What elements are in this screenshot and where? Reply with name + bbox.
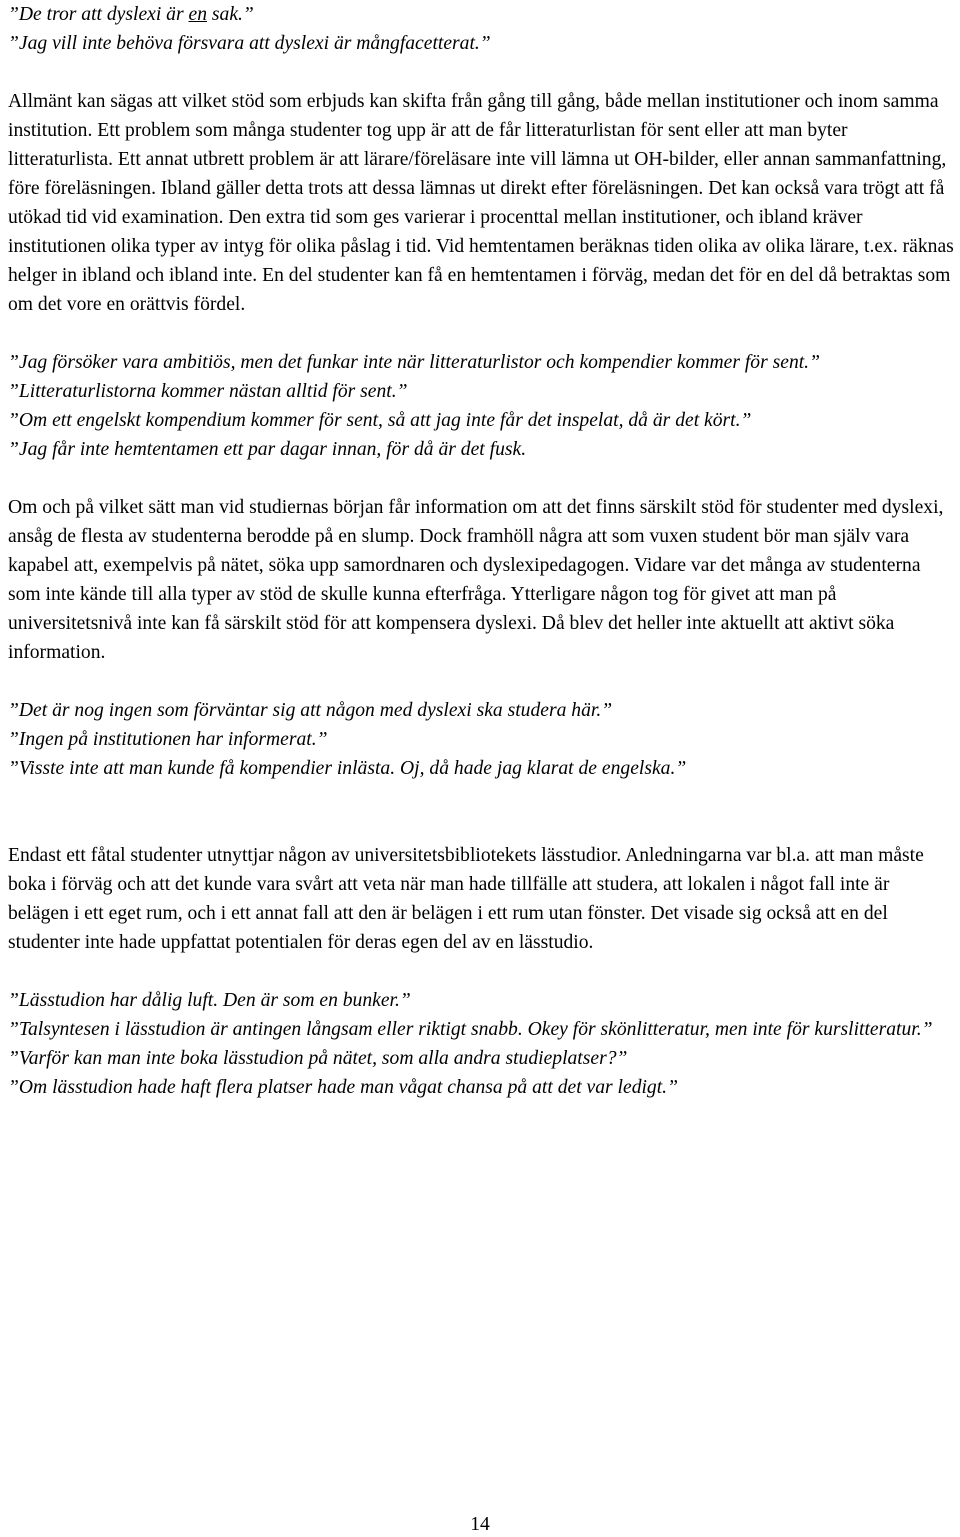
quote-line: ”Varför kan man inte boka lässtudion på nätet, som alla andra studieplatser?” xyxy=(8,1048,628,1069)
spacer xyxy=(8,957,954,986)
quote-block-3 xyxy=(8,696,954,783)
quote-line: ”Det är nog ingen som förväntar sig att någon med dyslexi ska studera här.” xyxy=(8,700,613,721)
paragraph-2: Om och på vilket sätt man vid studiernas början får information om att det finns särskilt stöd för studenter med dyslexi, ansåg de flesta av studenterna berodde på en slump. Dock framhöll några att som vuxen student bör man själv vara kapabel att, exempelvis på nätet, söka upp samordnaren och dyslexipedagogen. Vidare var det många av studenterna som inte kände till alla typer av stöd de skulle kunna efterfråga. Ytterligare någon tog för givet att man på universitetsnivå inte kan få särskilt stöd för att kompensera dyslexi. Då blev det heller inte aktuellt att aktivt söka information. xyxy=(8,497,944,663)
document-page xyxy=(8,0,954,1102)
spacer xyxy=(8,464,954,493)
quote-block-1 xyxy=(8,0,954,58)
quote-block-4 xyxy=(8,986,954,1102)
quote-line: ”Talsyntesen i lässtudion är antingen långsam eller riktigt snabb. Okey för skönlitteratur, men inte för kurslitteratur.” xyxy=(8,1019,933,1040)
quote-line: ”Jag vill inte behöva försvara att dyslexi är mångfacetterat.” xyxy=(8,33,491,54)
underlined-word: en xyxy=(188,4,208,25)
quote-line: ”Jag försöker vara ambitiös, men det funkar inte när litteraturlistor och kompendier kommer för sent.” xyxy=(8,352,820,373)
quote-text: sak.” xyxy=(207,4,254,25)
quote-line: ”Visste inte att man kunde få kompendier inlästa. Oj, då hade jag klarat de engelska.” xyxy=(8,758,687,779)
quote-line: ”Ingen på institutionen har informerat.” xyxy=(8,729,328,750)
quote-line xyxy=(8,0,954,29)
paragraph-1: Allmänt kan sägas att vilket stöd som erbjuds kan skifta från gång till gång, både mellan institutioner och inom samma institution. Ett problem som många studenter tog upp är att de får litteraturlistan för sent eller att man byter litteraturlista. Ett annat utbrett problem är att lärare/föreläsare inte vill lämna ut OH-bilder, eller annan sammanfattning, före föreläsningen. Ibland gäller detta trots att dessa lämnas ut direkt efter föreläsningen. Det kan också vara trögt att få utökad tid vid examination. Den extra tid som ges varierar i procenttal mellan institutioner, och ibland kräver institutionen olika typer av intyg för olika påslag i tid. Vid hemtentamen beräknas tiden olika av olika lärare, t.ex. räknas helger in ibland och ibland inte. En del studenter kan få en hemtentamen i förväg, medan det för en del då betraktas som om det vore en orättvis fördel. xyxy=(8,91,954,315)
quote-line: ”Litteraturlistorna kommer nästan alltid för sent.” xyxy=(8,381,408,402)
quote-text: ”De tror att dyslexi är xyxy=(8,4,189,25)
quote-line: ”Jag får inte hemtentamen ett par dagar innan, för då är det fusk. xyxy=(8,439,527,460)
page-number: 14 xyxy=(470,1514,490,1535)
spacer xyxy=(8,319,954,348)
paragraph-3: Endast ett fåtal studenter utnyttjar någon av universitetsbibliotekets lässtudior. Anledningarna var bl.a. att man måste boka i förväg och att det kunde vara svårt att veta när man hade tillfälle att studera, att lokalen i något fall inte är belägen i ett eget rum, och i ett annat fall att den är belägen i ett rum utan fönster. Det visade sig också att en del studenter inte hade uppfattat potentialen för deras egen del av en lässtudio. xyxy=(8,845,924,953)
spacer xyxy=(8,783,954,841)
quote-line: ”Om ett engelskt kompendium kommer för sent, så att jag inte får det inspelat, då är det kört.” xyxy=(8,410,752,431)
quote-block-2 xyxy=(8,348,954,464)
spacer xyxy=(8,58,954,87)
quote-line: ”Om lässtudion hade haft flera platser hade man vågat chansa på att det var ledigt.” xyxy=(8,1077,678,1098)
quote-line: ”Lässtudion har dålig luft. Den är som en bunker.” xyxy=(8,990,411,1011)
spacer xyxy=(8,667,954,696)
